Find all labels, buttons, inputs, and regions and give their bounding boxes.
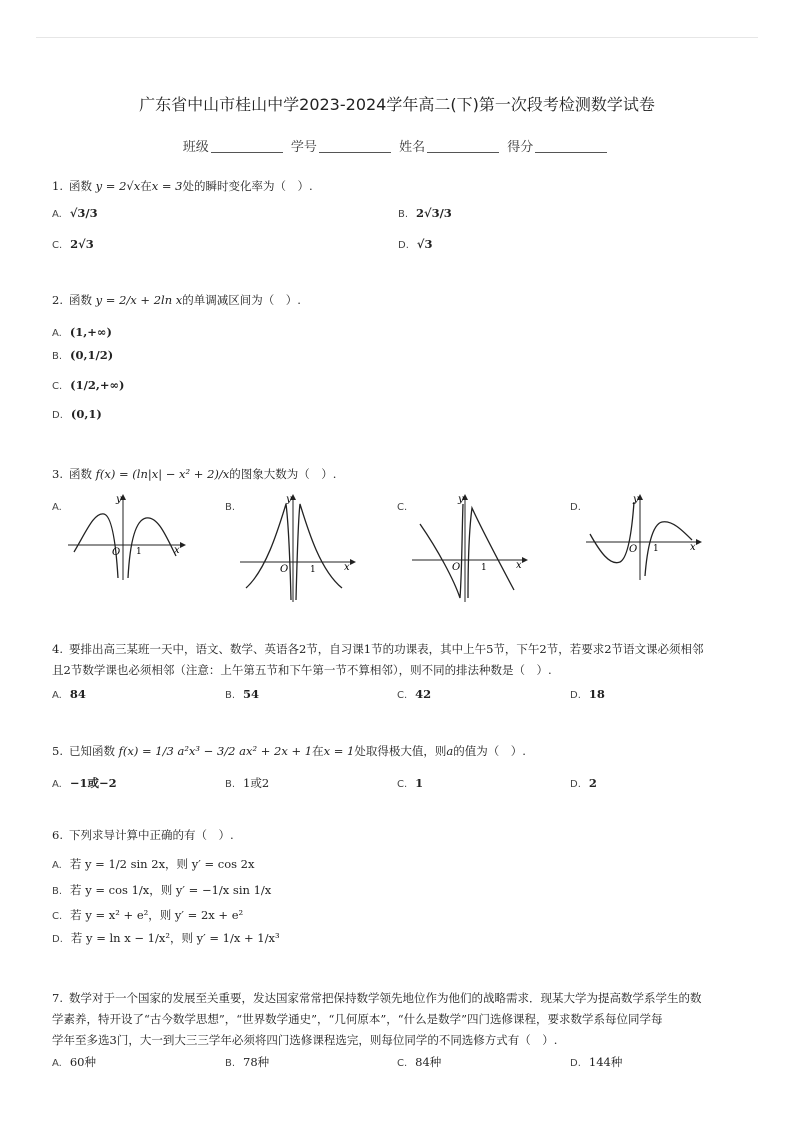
score-blank[interactable] — [535, 140, 607, 153]
q1-option-d[interactable] — [398, 236, 432, 254]
q4-option-a[interactable] — [52, 686, 86, 704]
stem-line — [52, 639, 752, 660]
stem-text: 的图象大数为（ ）. — [229, 467, 337, 481]
question-number: 2. — [52, 293, 63, 307]
option-letter: B. — [225, 502, 236, 513]
q2-option-c[interactable] — [52, 377, 124, 395]
q6-option-d[interactable] — [52, 930, 280, 948]
q5-option-a[interactable] — [52, 775, 117, 793]
option-value: 1 — [415, 776, 424, 790]
y-label: y — [116, 494, 122, 505]
option-letter: D. — [398, 240, 409, 251]
option-value: 若 y = x² + e²，则 y′ = 2x + e² — [70, 908, 244, 922]
q6-option-c[interactable] — [52, 907, 243, 925]
option-letter: A. — [52, 502, 62, 513]
option-letter: C. — [397, 779, 408, 790]
option-letter: A. — [52, 209, 62, 220]
stem-text: 函数 — [68, 179, 92, 193]
curve-right — [468, 508, 514, 598]
option-letter: B. — [225, 1058, 236, 1069]
option-letter: C. — [52, 911, 63, 922]
stem-line: 且2节数学课也必须相邻（注意：上午第五节和下午第一节不算相邻），则不同的排法种数是（ ）. — [52, 663, 552, 677]
option-letter: A. — [52, 690, 62, 701]
stem-text: 已知函数 — [68, 744, 115, 758]
option-value: √3 — [416, 237, 433, 251]
option-value: −1或−2 — [69, 776, 117, 790]
option-value: 若 y = 1/2 sin 2x，则 y′ = cos 2x — [69, 857, 255, 871]
tick-one-label: 1 — [136, 547, 142, 557]
option-letter: A. — [52, 779, 62, 790]
q7-option-d[interactable] — [570, 1054, 622, 1072]
stem-text: 处的瞬时变化率为（ ）. — [182, 179, 313, 193]
q3-graph-d[interactable] — [584, 490, 704, 582]
q1-option-c[interactable] — [52, 236, 94, 254]
option-value: 42 — [415, 687, 432, 701]
stem-text: 处取得极大值，则 — [354, 744, 447, 758]
option-letter: D. — [52, 410, 63, 421]
option-value: (0,1) — [70, 407, 102, 421]
question-number: 7. — [52, 991, 63, 1005]
question-1-stem — [52, 178, 313, 194]
q2-option-a[interactable] — [52, 324, 112, 342]
question-4-stem — [52, 639, 752, 681]
question-number: 4. — [52, 642, 63, 656]
q1-option-a[interactable] — [52, 205, 98, 223]
question-5-stem — [52, 743, 526, 759]
math-expression: f(x) = (ln|x| − x² + 2)/x — [95, 467, 230, 481]
y-label: y — [458, 494, 464, 505]
q1-option-b[interactable] — [398, 205, 452, 223]
q7-option-c[interactable] — [397, 1054, 441, 1072]
option-letter: A. — [52, 328, 62, 339]
y-label: y — [286, 494, 292, 505]
stem-text: 函数 — [68, 467, 92, 481]
option-value: 144种 — [588, 1055, 623, 1069]
tick-one-label: 1 — [310, 565, 316, 575]
option-letter: C. — [52, 240, 63, 251]
math-expression: y = 2√x — [95, 179, 141, 193]
option-letter: D. — [570, 690, 581, 701]
x-label: x — [174, 545, 180, 556]
option-letter: B. — [225, 690, 236, 701]
curve-left — [590, 502, 634, 563]
class-label: 班级 — [182, 140, 209, 155]
x-axis-arrow — [350, 559, 356, 565]
q3-graph-a[interactable] — [66, 490, 186, 582]
question-2-stem — [52, 292, 301, 308]
q4-option-c[interactable] — [397, 686, 431, 704]
option-value: (1/2,+∞) — [70, 378, 125, 392]
option-value: 18 — [588, 687, 605, 701]
option-value: (0,1/2) — [70, 348, 114, 362]
name-blank[interactable] — [427, 140, 499, 153]
question-7-stem — [52, 988, 752, 1051]
question-6-stem — [52, 827, 234, 843]
origin-label: O — [629, 544, 638, 555]
q7-option-a[interactable] — [52, 1054, 96, 1072]
name-label: 姓名 — [399, 140, 426, 155]
option-letter: D. — [570, 502, 581, 513]
origin-label: O — [112, 547, 121, 558]
stem-text: 数学对于一个国家的发展至关重要，发达国家常常把保持数学领先地位作为他们的战略需求．现某大学为提高数学系学生的数 — [68, 991, 702, 1005]
option-value: 2 — [588, 776, 597, 790]
x-label: x — [516, 560, 522, 571]
math-expression: a — [446, 744, 454, 758]
option-value: 78种 — [243, 1055, 270, 1069]
x-label: x — [690, 542, 696, 553]
y-label: y — [633, 494, 639, 505]
curve-left — [74, 514, 121, 578]
tick-one-label: 1 — [653, 544, 659, 554]
option-letter: B. — [225, 779, 236, 790]
x-axis-arrow — [522, 557, 528, 563]
stem-line: 学素养，特开设了“古今数学思想”，“世界数学通史”，“几何原本”，“什么是数学”四门选修课程，要求数学系每位同学每 — [52, 1012, 663, 1026]
math-expression: f(x) = 1/3 a²x³ − 3/2 ax² + 2x + 1 — [118, 744, 313, 758]
option-letter: C. — [52, 381, 63, 392]
option-letter: B. — [52, 351, 63, 362]
stem-line — [52, 988, 752, 1009]
tick-one-label: 1 — [481, 563, 487, 573]
option-value: 54 — [243, 687, 260, 701]
q3-graph-b[interactable] — [238, 490, 358, 604]
option-value: 84 — [69, 687, 86, 701]
question-number: 1. — [52, 179, 63, 193]
origin-label: O — [280, 564, 289, 575]
option-letter: A. — [52, 860, 62, 871]
stem-text: 要排出高三某班一天中，语文、数学、英语各2节，自习课1节的功课表，其中上午5节，下午2节，若要求2节语文课必须相邻 — [68, 642, 704, 656]
option-letter: B. — [398, 209, 409, 220]
option-letter: C. — [397, 690, 408, 701]
option-letter: D. — [570, 779, 581, 790]
option-value: 1或2 — [243, 776, 270, 790]
q5-option-c[interactable] — [397, 775, 423, 793]
curve-left — [246, 504, 291, 600]
x-axis-arrow — [180, 542, 186, 548]
question-3-stem — [52, 466, 336, 482]
top-divider — [36, 37, 758, 38]
option-value: √3/3 — [69, 206, 98, 220]
option-value: 若 y = ln x − 1/x²，则 y′ = 1/x + 1/x³ — [70, 931, 280, 945]
q6-option-a[interactable] — [52, 856, 254, 874]
q7-option-b[interactable] — [225, 1054, 269, 1072]
page-title: 广东省中山市桂山中学2023-2024学年高二(下)第一次段考检测数学试卷 — [139, 95, 655, 114]
q3-graph-c[interactable] — [410, 490, 530, 604]
q5-option-d[interactable] — [570, 775, 597, 793]
math-expression: y = 2/x + 2ln x — [95, 293, 183, 307]
q4-option-d[interactable] — [570, 686, 605, 704]
x-label: x — [344, 562, 350, 573]
stem-text: 在 — [312, 744, 324, 758]
question-number: 5. — [52, 744, 63, 758]
stem-text: 的单调减区间为（ ）. — [182, 293, 301, 307]
option-value: 2√3 — [70, 237, 94, 251]
number-blank[interactable] — [319, 140, 391, 153]
option-value: (1,+∞) — [69, 325, 112, 339]
math-expression: x = 1 — [323, 744, 355, 758]
q2-option-d[interactable] — [52, 406, 102, 424]
stem-text: 函数 — [68, 293, 92, 307]
option-letter: A. — [52, 1058, 62, 1069]
q5-option-b[interactable] — [225, 775, 269, 793]
option-letter: D. — [570, 1058, 581, 1069]
question-number: 6. — [52, 828, 63, 842]
number-label: 学号 — [290, 140, 317, 155]
q4-option-b[interactable] — [225, 686, 259, 704]
option-letter: C. — [397, 502, 408, 513]
stem-text: 下列求导计算中正确的有（ ）. — [68, 828, 234, 842]
x-axis-arrow — [696, 539, 702, 545]
score-label: 得分 — [507, 140, 534, 155]
stem-text: 在 — [140, 179, 152, 193]
curve-left — [420, 504, 463, 598]
option-letter: B. — [52, 886, 63, 897]
question-number: 3. — [52, 467, 63, 481]
option-value: 84种 — [415, 1055, 442, 1069]
math-expression: x = 3 — [151, 179, 183, 193]
q6-option-b[interactable] — [52, 882, 271, 900]
stem-line: 学年至多选3门，大一到大三三学年必须将四门选修课程选完，则每位同学的不同选修方式有（ ）. — [52, 1033, 558, 1047]
class-blank[interactable] — [211, 140, 283, 153]
option-letter: D. — [52, 934, 63, 945]
stem-text: 的值为（ ）. — [453, 744, 526, 758]
student-info-line — [0, 136, 794, 155]
curve-right — [296, 504, 342, 600]
q2-option-b[interactable] — [52, 347, 113, 365]
option-value: 若 y = cos 1/x，则 y′ = −1/x sin 1/x — [70, 883, 272, 897]
option-value: 2√3/3 — [416, 206, 452, 220]
origin-label: O — [452, 562, 461, 573]
option-letter: C. — [397, 1058, 408, 1069]
option-value: 60种 — [69, 1055, 96, 1069]
